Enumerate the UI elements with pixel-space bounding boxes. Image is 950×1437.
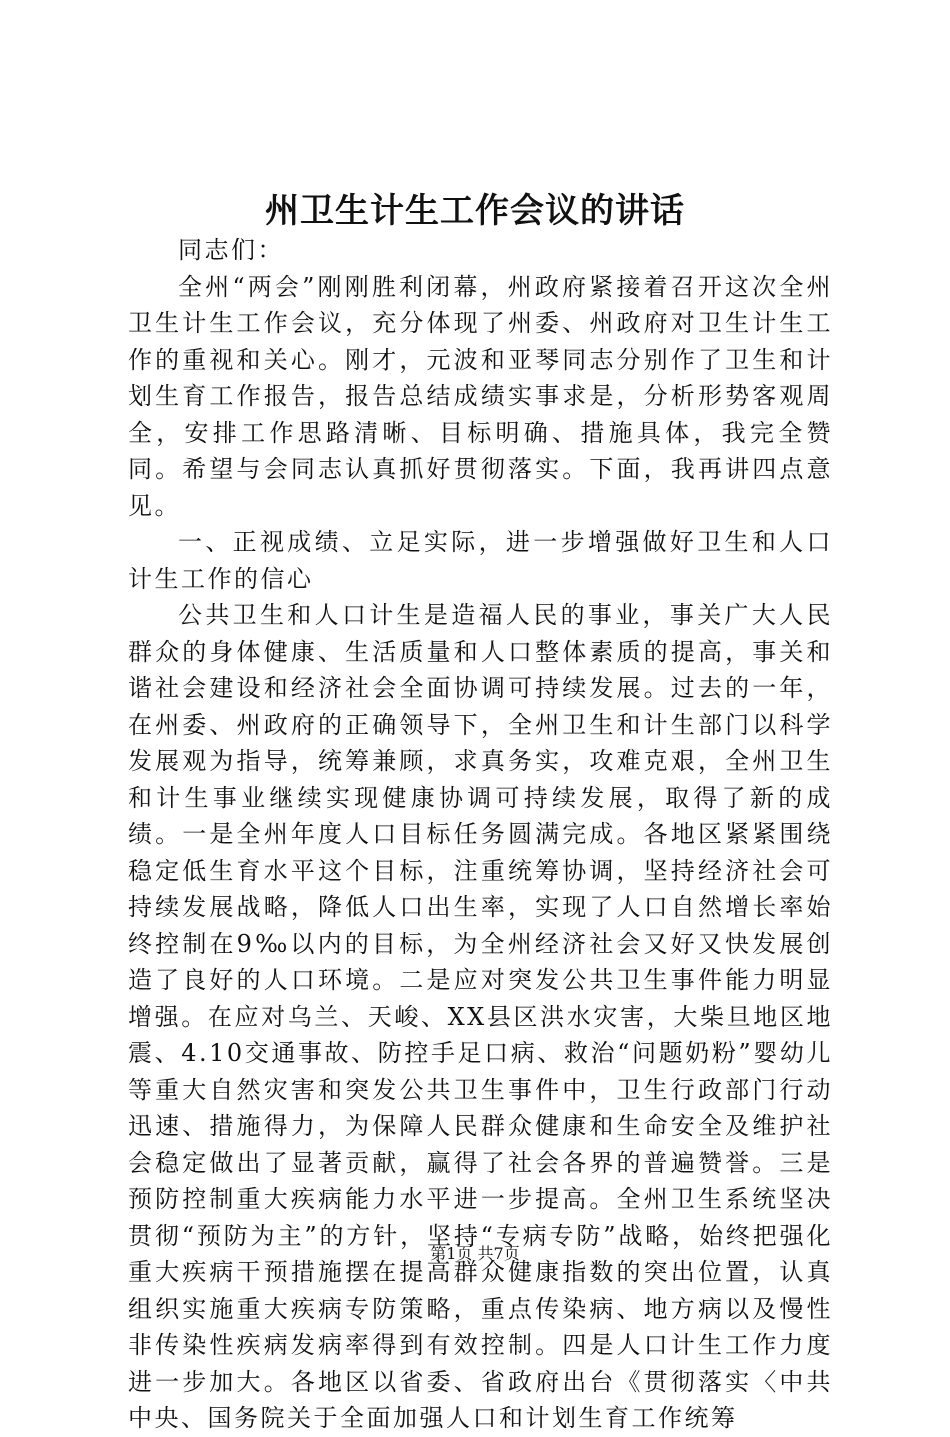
document-title: 州卫生计生工作会议的讲话 bbox=[265, 191, 685, 231]
paragraph: 全州“两会”刚刚胜利闭幕，州政府紧接着召开这次全州卫生计生工作会议，充分体现了州委、州政府对卫生计生工作的重视和关心。刚才，元波和亚琴同志分别作了卫生和计划生育工作报告，报告总结成绩实事求是，分析形势客观周全，安排工作思路清晰、目标明确、措施具体，我完全赞同。希望与会同志认真抓好贯彻落实。下面，我再讲四点意见。 bbox=[128, 272, 833, 520]
page-footer: 第1页 共7页 bbox=[430, 1244, 520, 1263]
section-heading: 一、正视成绩、立足实际，进一步增强做好卫生和人口计生工作的信心 bbox=[128, 528, 833, 593]
paragraph: 公共卫生和人口计生是造福人民的事业，事关广大人民群众的身体健康、生活质量和人口整体素质的提高，事关和谐社会建设和经济社会全面协调可持续发展。过去的一年，在州委、州政府的正确领导下，全州卫生和计生部门以科学发展观为指导，统筹兼顾，求真务实，攻难克艰，全州卫生和计生事业继续实现健康协调可持续发展，取得了新的成绩。一是全州年度人口目标任务圆满完成。各地区紧紧围绕稳定低生育水平这个目标，注重统筹协调，坚持经济社会可持续发展战略，降低人口出生率，实现了人口自然增长率始终控制在9‰以内的目标，为全州经济社会又好又快发展创造了良好的人口环境。二是应对突发公共卫生事件能力明显增强。在应对乌兰、天峻、XX县区洪水灾害，大柴旦地区地震、4.10交通事故、防控手足口病、救治“问题奶粉”婴幼儿等重大自然灾害和突发公共卫生事件中，卫生行政部门行动迅速、措施得力，为保障人民群众健康和生命安全及维护社会稳定做出了显著贡献，赢得了社会各界的普遍赞誉。三是预防控制重大疾病能力水平进一步提高。全州卫生系统坚决贯彻“预防为主”的方针，坚持“专病专防”战略，始终把强化重大疾病干预措施摆在提高群众健康指数的突出位置，认真组织实施重大疾病专防策略，重点传染病、地方病以及慢性非传染性疾病发病率得到有效控制。四是人口计生工作力度进一步加大。各地区以省委、省政府出台《贯彻落实〈中共中央、国务院关于全面加强人口和计划生育工作统筹 bbox=[128, 601, 833, 1432]
salutation: 同志们： bbox=[178, 236, 284, 264]
